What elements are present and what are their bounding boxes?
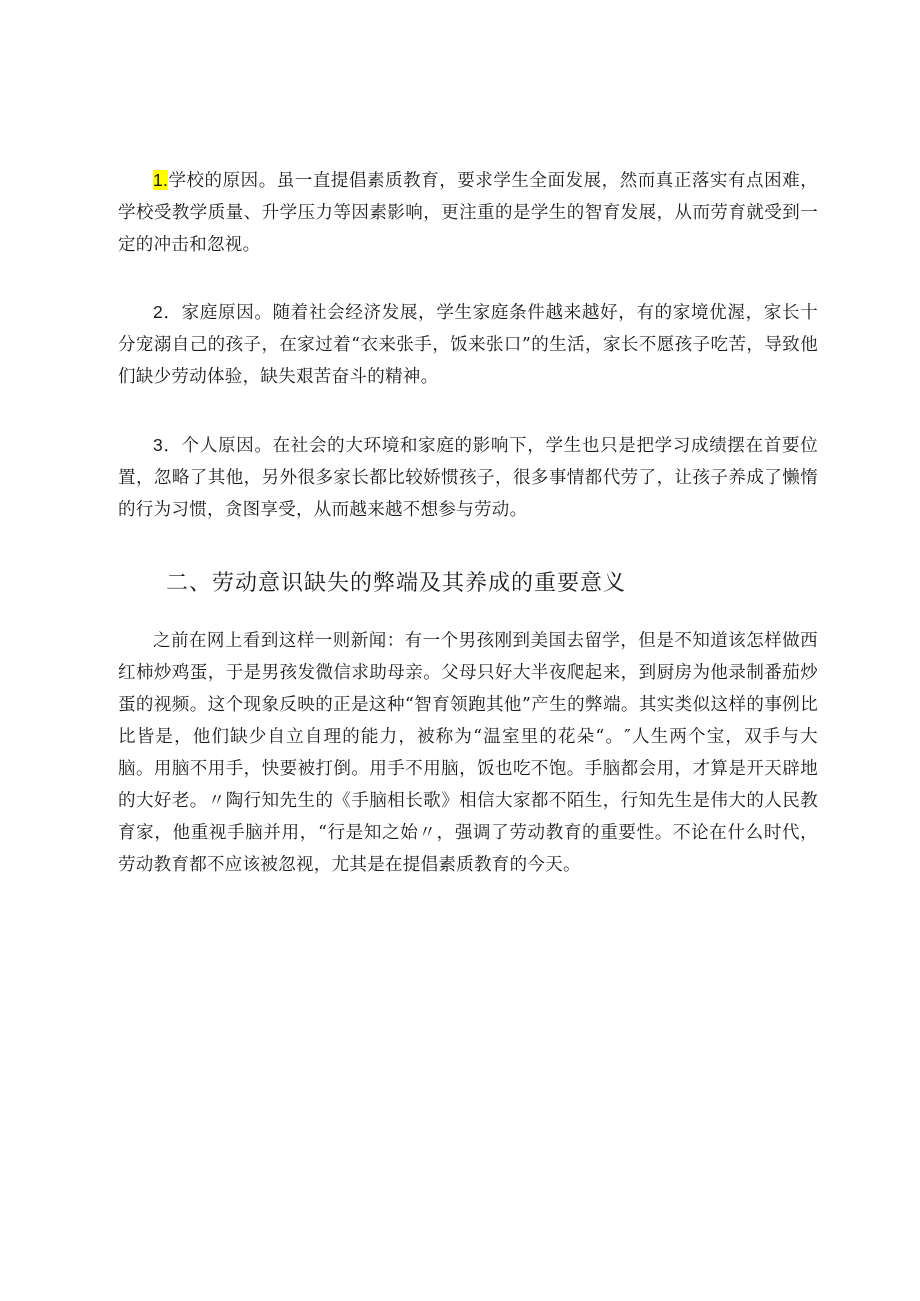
item-number: 2 xyxy=(153,302,164,322)
paragraph-school-reason xyxy=(118,164,818,261)
paragraph-text: 学校的原因。虽一直提倡素质教育，要求学生全面发展，然而真正落实有点困难，学校受教学质量、升学压力等因素影响，更注重的是学生的智育发展，从而劳育就受到一定的冲击和忽视。 xyxy=(118,171,818,255)
paragraph-personal-reason xyxy=(118,429,818,526)
paragraph-family-reason xyxy=(118,296,818,393)
section-heading: 二、劳动意识缺失的弊端及其养成的重要意义 xyxy=(166,571,627,596)
item-number: 3 xyxy=(153,435,164,455)
paragraph-text: ．个人原因。在社会的大环境和家庭的影响下，学生也只是把学习成绩摆在首要位置，忽略了其他，另外很多家长都比较娇惯孩子，很多事情都代劳了，让孩子养成了懒惰的行为习惯，贪图享受，从而越来越不想参与劳动。 xyxy=(118,436,818,520)
paragraph-text: ．家庭原因。随着社会经济发展，学生家庭条件越来越好，有的家境优渥，家长十分宠溺自己的孩子，在家过着“衣来张手，饭来张口”的生活，家长不愿孩子吃苦，导致他们缺少劳动体验，缺失艰苦奋斗的精神。 xyxy=(118,303,818,387)
paragraph-body: 之前在网上看到这样一则新闻：有一个男孩刚到美国去留学，但是不知道该怎样做西红柿炒鸡蛋，于是男孩发微信求助母亲。父母只好大半夜爬起来，到厨房为他录制番茄炒蛋的视频。这个现象反映的正是这种“智育领跑其他”产生的弊端。其实类似这样的事例比比皆是，他们缺少自立自理的能力，被称为“温室里的花朵“。″人生两个宝，双手与大脑。用脑不用手，快要被打倒。用手不用脑，饭也吃不饱。手脑都会用，才算是开天辟地的大好老。〃陶行知先生的《手脑相长歌》相信大家都不陌生，行知先生是伟大的人民教育家，他重视手脑并用，“行是知之始〃，强调了劳动教育的重要性。不论在什么时代，劳动教育都不应该被忽视，尤其是在提倡素质教育的今天。 xyxy=(118,631,818,875)
item-number-highlighted: 1. xyxy=(153,170,169,190)
